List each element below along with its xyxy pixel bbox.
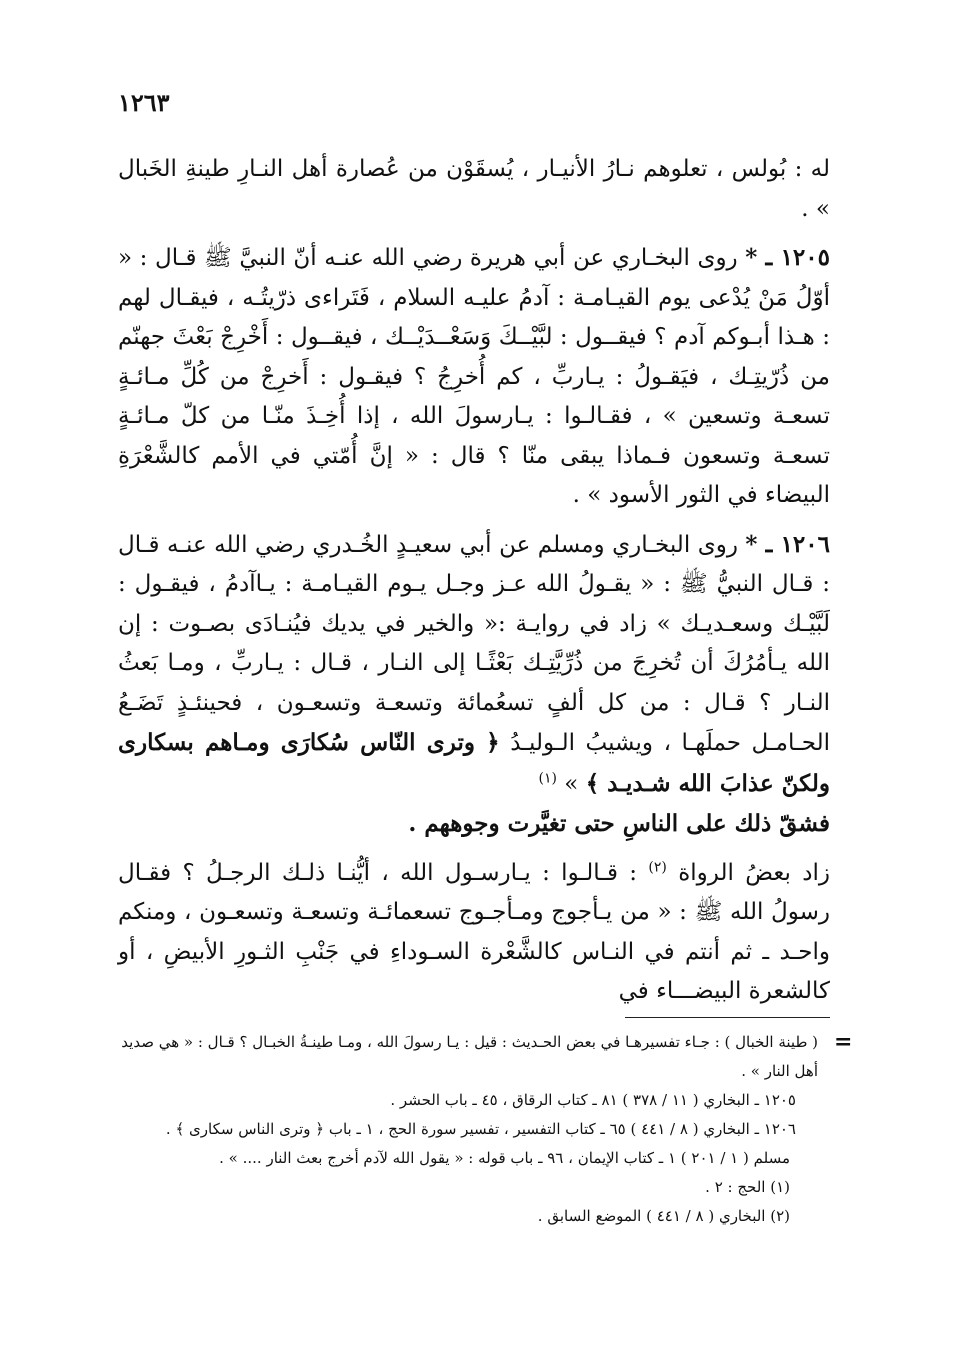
paragraph [118, 854, 830, 1012]
footnote: (٢) البخاري ( ٨ / ٤٤١ ) الموضع السابق . [537, 1207, 790, 1225]
footnote-ref: (٢) [648, 858, 667, 875]
hadith-closing: فشقّ ذلك على الناسِ حتى تغيَّرت وجوههم . [408, 810, 830, 837]
hadith-text: روى البخـاري عن أبي هريرة رضي الله عنـه أنّ النبيَّ ﷺ قـال : « أوّلُ مَنْ يُدْعى يوم القيـامـة : آدمُ عليـه السلام ، فَتَراءى ذرّيتُـه ، فيقـال لهم : هـذا أبـوكم آدم ؟ فيقــول : لبَّيْــكَ وَسَعْــدَيْــك ، فيقــول : أَخْرِجْ بَعْثَ جهنّم من ذُرّيتِـك ، فيَقـولُ : يـاربِّ ، كم أُخرِجُ ؟ فيقـول : أَخرِجْ من كُلِّ مـائـةٍ تسعـة وتسعين » ، فقـالـوا : يـارسولَ الله ، إذا أُخِـذَ منّـا من كلّ مـائـةٍ تسعـة وتسعون فـماذا يبقى منّا ؟ قال : « إنَّ أُمّتي في الأمم كالشَّعْرَةِ البيضاء في الثور الأسود » . [118, 245, 830, 508]
hadith-1206 [118, 525, 830, 845]
paragraph-text: : قـالـوا : يـارسـول الله ، أيُّنـا ذلـك الرجـلُ ؟ فقـال رسولُ الله ﷺ : « من يـأجوج ومـأجـوج تسعمائـة وتسعـة وتسعـون ، ومنكم واحـد ـ ثم أنتم في النـاس كالشَّعْرة السـوداءِ في جَنْبِ الثـورِ الأبيضِ ، أو كالشعرة البيضـــاء في [118, 859, 830, 1004]
paragraph-text: له : بُولس ، تعلوهم نـارُ الأنيـار ، يُسقَوْن من عُصارة أهل النـارِ طينةِ الخَبال » . [118, 156, 830, 222]
footnote: ١٢٠٥ ـ البخاري ( ١١ / ٣٧٨ ) ٨١ ـ كتاب الرقاق ، ٤٥ ـ باب الحشر . [390, 1091, 796, 1109]
quote-close: » [564, 770, 579, 797]
main-text [118, 150, 830, 1012]
paragraph [118, 150, 830, 229]
footnote: مسلم ( ١ / ٢٠١ ) ١ ـ كتاب الإيمان ، ٩٦ ـ باب قوله : « يقول الله لآدم أخرج بعث النار .... » . [219, 1149, 790, 1167]
quran-verse: ﴿ وترى النّاس سُكارَى ومـاهم بسكارى ولكنّ عذابَ الله شـديـد ﴾ [118, 729, 830, 797]
footnote-ref: (١) [538, 769, 557, 786]
footnote: ( طينة الخبال ) : جـاء تفسيرهـا في بعض الحـديث : قيل : يـا رسولَ الله ، ومـا طينـةُ الخبـال ؟ قـال : « هي صديد أهل النار » . [121, 1033, 818, 1080]
footnotes [118, 1028, 818, 1231]
hadith-number: ١٢٠٦ ـ * [745, 530, 830, 558]
paragraph-text: زاد بعضُ الرواة [678, 859, 830, 886]
page-number: ١٢٦٣ [118, 88, 170, 117]
continuation-marker: = [834, 1029, 853, 1055]
footnote: (١) الحج : ٢ . [705, 1178, 790, 1196]
hadith-number: ١٢٠٥ ـ * [745, 244, 830, 271]
footnote: ١٢٠٦ ـ البخاري ( ٨ / ٤٤١ ) ٦٥ ـ كتاب التفسير ، تفسير سورة الحج ، ١ ـ باب ﴿ وترى الناس سكارى ﴾ . [165, 1120, 796, 1138]
hadith-text: روى البخـاري ومسلم عن أبي سعيـدٍ الخُـدري رضي الله عنـه قـال : قـال النبيُّ ﷺ : « يقـولُ الله عـز وجـل يـوم القيـامـة : يـاآدمُ ، فيقـول : لَبَّيْـك وسعـديـك » زاد في روايـة :« والخير في يديك فيُنـادَى بصـوت : إن الله يـأمُرُكَ أن تُخرِجَ من ذُرِّيَّتِـك بَعْثًـا إلى النـار ، قـال : يـاربِّ ، ومـا بَعثُ النـار ؟ قـال : من كل ألفٍ تسعُمائة وتسعـة وتسعـون ، فحينئـذٍ تَضَـعُ الحـامـل حملَهـا ، ويشيبُ الـوليـدُ [118, 531, 831, 756]
hadith-1205 [118, 238, 830, 516]
footnote-divider [625, 1017, 830, 1018]
